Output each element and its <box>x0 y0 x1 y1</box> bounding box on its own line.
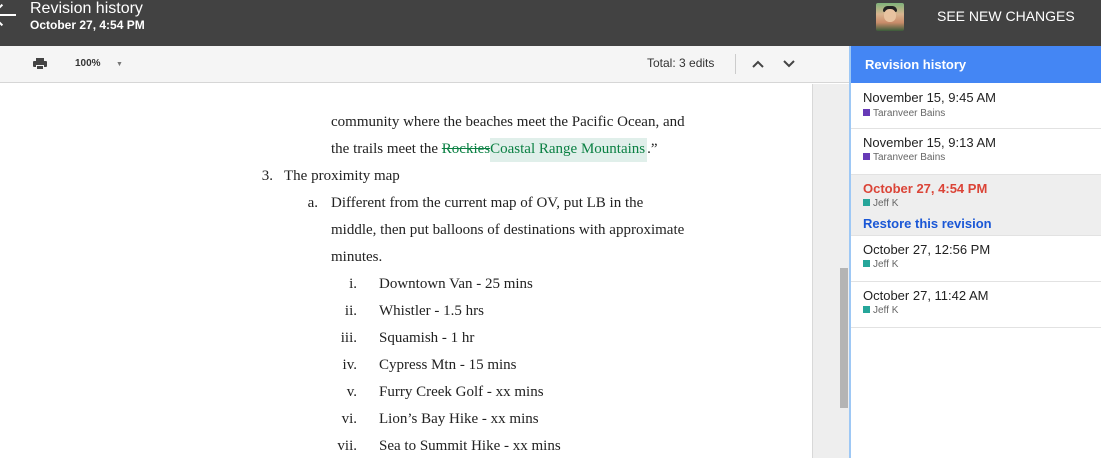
author-color-swatch <box>863 260 870 267</box>
list-item: Sea to Summit Hike - xx mins <box>379 438 561 454</box>
top-bar <box>0 0 1101 46</box>
restore-revision-link[interactable]: Restore this revision <box>863 216 992 231</box>
revision-item[interactable] <box>851 282 1101 328</box>
avatar[interactable] <box>876 3 904 31</box>
author-color-swatch <box>863 153 870 160</box>
total-edits-label: Total: 3 edits <box>647 56 715 70</box>
revision-author: Jeff K <box>863 305 898 316</box>
list-number: i. <box>349 276 357 292</box>
chevron-down-icon[interactable]: ▼ <box>116 61 123 68</box>
revision-history-panel <box>849 46 1101 458</box>
revision-item[interactable] <box>851 129 1101 175</box>
document-page <box>0 84 813 458</box>
next-edit-chevron-down-icon[interactable] <box>781 56 797 72</box>
list-item: Downtown Van - 25 mins <box>379 276 533 292</box>
revision-item[interactable] <box>851 236 1101 282</box>
see-new-changes-button[interactable]: SEE NEW CHANGES <box>937 8 1075 24</box>
scrollbar-thumb[interactable] <box>840 268 848 408</box>
paragraph-line: community where the beaches meet the Pacific Ocean, and <box>331 114 685 130</box>
list-number: a. <box>307 195 318 211</box>
list-item: Lion’s Bay Hike - xx mins <box>379 411 539 427</box>
revision-author: Jeff K <box>863 198 898 209</box>
paragraph-text: the trails meet the <box>331 141 442 157</box>
revision-panel-title: Revision history <box>865 57 967 72</box>
list-item-continued: minutes. <box>331 249 383 265</box>
author-color-swatch <box>863 199 870 206</box>
revision-date: November 15, 9:45 AM <box>863 90 996 105</box>
inserted-text: Coastal Range Mountains <box>490 138 647 162</box>
paragraph-line-with-edit <box>331 141 658 158</box>
previous-edit-chevron-up-icon[interactable] <box>750 56 766 72</box>
list-number: 3. <box>261 168 273 184</box>
list-item: Different from the current map of OV, put LB in the <box>331 195 644 211</box>
toolbar-divider <box>735 54 736 74</box>
list-number: vii. <box>337 438 357 454</box>
list-number: v. <box>346 384 357 400</box>
revision-item[interactable] <box>851 83 1101 129</box>
list-item: Cypress Mtn - 15 mins <box>379 357 517 373</box>
list-number: iii. <box>340 330 357 346</box>
author-color-swatch <box>863 306 870 313</box>
list-number: ii. <box>344 303 357 319</box>
list-number: iv. <box>342 357 357 373</box>
list-item-continued: middle, then put balloons of destinations with approximate <box>331 222 685 238</box>
list-item: Squamish - 1 hr <box>379 330 475 346</box>
revision-item-selected[interactable] <box>851 175 1101 236</box>
paragraph-text: .” <box>647 141 658 157</box>
revision-date: October 27, 12:56 PM <box>863 242 991 257</box>
revision-author: Taranveer Bains <box>863 108 945 119</box>
back-arrow-icon[interactable] <box>0 4 16 26</box>
toolbar <box>0 46 849 83</box>
list-number: vi. <box>341 411 357 427</box>
document-canvas <box>0 84 840 458</box>
revision-date: October 27, 4:54 PM <box>863 181 988 196</box>
revision-date: October 27, 11:42 AM <box>863 288 989 303</box>
revision-date: November 15, 9:13 AM <box>863 135 996 150</box>
print-icon[interactable] <box>33 58 47 70</box>
zoom-select[interactable]: 100% <box>75 58 101 69</box>
list-item: Furry Creek Golf - xx mins <box>379 384 544 400</box>
list-item: The proximity map <box>284 168 400 184</box>
revision-panel-header <box>851 46 1101 83</box>
deleted-text: Rockies <box>441 141 491 157</box>
revision-timestamp: October 27, 4:54 PM <box>30 18 145 32</box>
revision-author: Taranveer Bains <box>863 152 945 163</box>
list-item: Whistler - 1.5 hrs <box>379 303 484 319</box>
revision-author: Jeff K <box>863 259 898 270</box>
author-color-swatch <box>863 109 870 116</box>
page-title: Revision history <box>30 0 143 17</box>
